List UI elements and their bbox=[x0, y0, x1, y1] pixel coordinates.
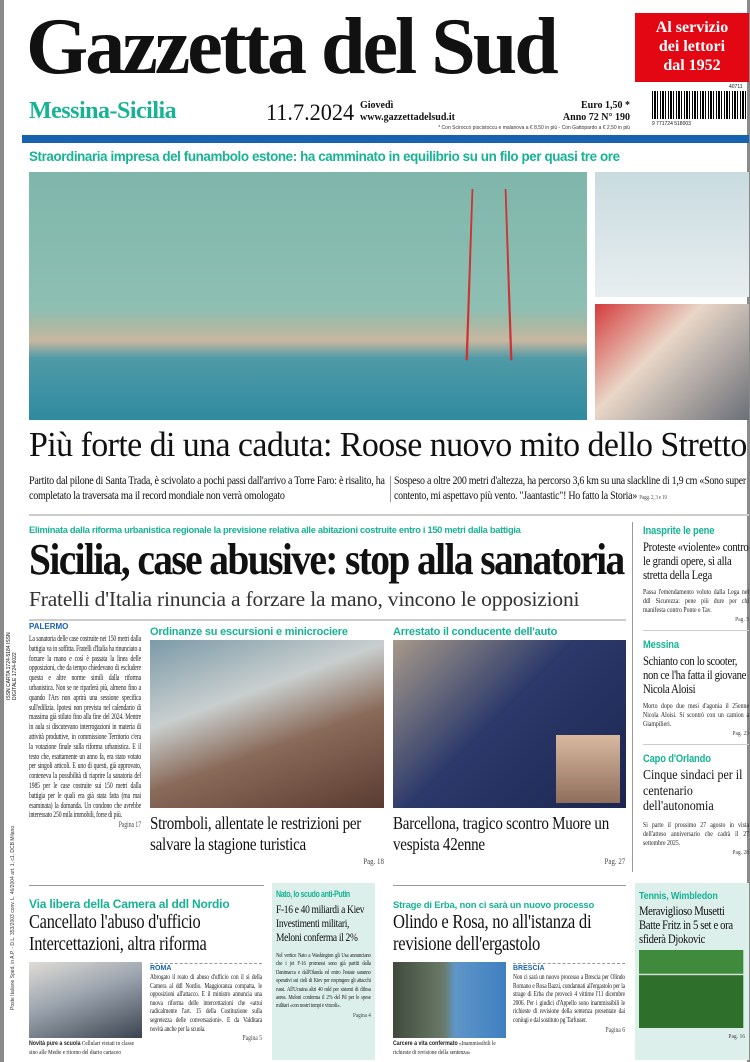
nordio-body: Abrogato il reato di abuso d'ufficio con il sì della Camera al ddl Nordio. Maggioranza compatta, le opposizioni all'attacco. E il ministro annuncia una nuova riforma delle intercettazioni che «attui radicalmente l'art. 15 della Costituzione sulla segretezza delle conversazioni». E da Valditara novità anche per la scuola. bbox=[150, 974, 262, 1033]
nato-box[interactable] bbox=[272, 883, 375, 1060]
olindo-rosa-photo bbox=[393, 962, 506, 1038]
tennis-content bbox=[639, 890, 745, 1041]
divider bbox=[29, 619, 626, 621]
victim-portrait bbox=[556, 735, 620, 803]
phones-photo bbox=[29, 962, 142, 1038]
second-headline: Sicilia, case abusive: stop alla sanatoria bbox=[29, 535, 624, 584]
erba-caption-bold: Carcere a vita confermato bbox=[393, 1040, 458, 1047]
sidebar-headline: Cinque sindaci per il centenario dell'autonomia bbox=[643, 768, 743, 814]
sidebar-headline: Schianto con lo scooter, non ce l'ha fatta il giovane Nicola Aloisi bbox=[643, 654, 747, 696]
divider bbox=[393, 885, 626, 886]
second-story-text bbox=[29, 634, 141, 830]
second-body: La sanatoria delle case costruite nei 150 metri dalla battigia va in soffitta. Fratelli d'Italia ha rinunciato a forzare la mano e così è passata la linea delle opposizioni, che da tempo chiedevano di escludere questa e altre norme simili dalla riforma urbanistica. Non se ne riparlerà più, almeno fino a quando l'Ars non aprirà una sessione specifica sull'edilizia. Ipotesi non prevista nel calendario di massima già stilato fino alla fine del 2024. Mentre in aula si discutevano interrogazioni in materia di attività produttive, in commissione Territorio c'era la votazione finale sulla riforma urbanistica. E il testo che, esattamente un anno fa, era stato votato per singoli articoli. E uno di questi, già approvato, conteneva la possibilità di riaprire la sanatoria del 1985 per le case costruite sui 150 metri dalla battigia per le quali era già stata fatta (ma mai esaminata) la domanda. Un condono che avrebbe interessato 250 mila immobili, forse di più. bbox=[29, 634, 141, 820]
erba-headline: Olindo e Rosa, no all'istanza di revisione dell'ergastolo bbox=[393, 912, 592, 955]
walker-portrait-photo bbox=[595, 304, 749, 420]
header-blue-bar bbox=[22, 135, 749, 143]
nordio-caption-text: Cellulari vietati in classe sino alle Medie e ritorno del diario cartaceo bbox=[29, 1040, 135, 1056]
masthead-title: Gazzetta del Sud bbox=[26, 3, 556, 91]
erba-body: Non ci sarà un nuovo processo a Brescia per Olindo Romano e Rosa Bazzi, condannati all'ergastolo per la strage di Erba che provocò 4 vittime l'11 dicembre 2006. Per i giudici d'Appello sono inammissibili le richieste di revisione della sentenza presentate dai coniugi e dal sostituto pg Tarfusser. bbox=[513, 974, 625, 1024]
edition-label: Messina-Sicilia bbox=[29, 98, 177, 124]
erba-kicker: Strage di Erba, non ci sarà un nuovo processo bbox=[393, 900, 595, 911]
sidebar-item[interactable] bbox=[643, 525, 749, 630]
nordio-caption bbox=[29, 1040, 142, 1057]
erba-text bbox=[513, 974, 625, 1035]
nordio-headline: Cancellato l'abuso d'ufficio Intercettazioni, altra riforma bbox=[29, 912, 207, 955]
stromboli-headline: Stromboli, allentate le restrizioni per salvare la stagione turistica bbox=[150, 813, 362, 854]
lead-text-right-body: Sospeso a oltre 200 metri d'altezza, ha percorso 3,6 km su una slackline di 1,9 cm «Sono super contento, mi aspettavo più vento. "Jaantastic"! Ho fatto la Storia» bbox=[394, 475, 746, 502]
tennis-headline: Meraviglioso Musetti Batte Fritz in 5 set e ora sfiderà Djokovic bbox=[639, 904, 733, 946]
tightrope-photo bbox=[29, 172, 587, 420]
sidebar-item[interactable] bbox=[643, 753, 749, 857]
sidebar-kicker: Capo d'Orlando bbox=[643, 753, 711, 765]
lead-kicker: Straordinaria impresa del funambolo estone: ha camminato in equilibrio su un filo per quasi tre ore bbox=[29, 149, 620, 164]
erba-caption-text: «Inammissibili le richieste di revisione della sentenza» bbox=[393, 1040, 496, 1056]
barcellona-kicker: Arrestato il conducente dell'auto bbox=[393, 626, 558, 638]
weekday: Giovedì bbox=[360, 100, 394, 111]
nato-body: Nel vertice Nato a Washington gli Usa annunciano che i jet F-16 promessi sono già partiti dalla Danimarca e dall'Olanda ed entro l'estate saranno operativi sui cieli di Kiev per respingere gli attacchi russi. All'Ucraina altri 40 mld per sistemi di difesa aerea. Meloni conferma il 2% del Pil per le spese militari «con nostri tempi e vincoli». bbox=[276, 953, 371, 1010]
lead-headline: Più forte di una caduta: Roose nuovo mito dello Stretto bbox=[29, 425, 747, 464]
tennis-page: Pag. 16 bbox=[728, 1033, 746, 1040]
sidebar-page: Pag. 23 bbox=[732, 730, 750, 737]
sidebar-text: Morto dopo due mesi d'agonia il 25enne Nicola Aloisi. Si scontrò con un camion a Giampilieri. bbox=[643, 703, 750, 728]
barcellona-page: Pag. 27 bbox=[604, 857, 626, 866]
website-link[interactable]: www.gazzettadelsud.it bbox=[360, 112, 455, 123]
price-footnote: * Con Scirocco piscistoccu e malanova a € 8,50 in più - Con Gattopardo a € 2,50 in più bbox=[438, 125, 630, 131]
nato-page: Pagina 4 bbox=[352, 1011, 371, 1019]
divider bbox=[29, 514, 749, 516]
nordio-page: Pagina 5 bbox=[242, 1034, 262, 1043]
sidebar-headline: Proteste «violente» contro le grandi opere, sì alla stretta della Lega bbox=[643, 540, 749, 582]
barcellona-headline: Barcellona, tragico scontro Muore un vespista 42enne bbox=[393, 813, 609, 854]
sidebar-page: Pag. 5 bbox=[735, 616, 750, 623]
erba-caption bbox=[393, 1040, 506, 1057]
second-place: PALERMO bbox=[29, 622, 69, 631]
sidebar-kicker: Inasprite le pene bbox=[643, 525, 715, 537]
second-page: Pagina 17 bbox=[118, 820, 141, 830]
erba-place: BRESCIA bbox=[513, 963, 625, 973]
issue-date: 11.7.2024 bbox=[266, 100, 355, 125]
sidebar-text: Passa l'emendamento voluto dalla Lega nel ddl Sicurezza: pene più dure per chi manifesta contro Ponte e Tav. bbox=[643, 589, 750, 614]
sidebar-page: Pag. 28 bbox=[732, 848, 750, 856]
barcode-code: 40711 bbox=[729, 84, 743, 90]
tennis-kicker: Tennis, Wimbledon bbox=[639, 890, 718, 902]
divider bbox=[29, 885, 264, 886]
stromboli-page: Pag. 18 bbox=[363, 857, 384, 866]
stromboli-kicker: Ordinanze su escursioni e minicrociere bbox=[150, 626, 348, 638]
erba-page: Pagina 6 bbox=[605, 1025, 625, 1034]
nato-content bbox=[276, 889, 371, 1020]
walker-photo-top bbox=[595, 172, 749, 297]
sidebar-item[interactable] bbox=[643, 639, 749, 744]
stromboli-photo bbox=[150, 640, 384, 808]
nato-kicker: Nato, lo scudo anti-Putin bbox=[276, 889, 350, 899]
second-subhead: Fratelli d'Italia rinuncia a forzare la mano, vincono le opposizioni bbox=[29, 587, 580, 611]
nordio-text bbox=[150, 974, 262, 1043]
lead-pages: Pagg. 2, 3 e 19 bbox=[639, 495, 667, 501]
sidebar bbox=[643, 525, 749, 857]
barcellona-text bbox=[393, 813, 625, 867]
masthead-badge: Al servizio dei lettori dal 1952 bbox=[635, 13, 749, 82]
issn-text: ISSN CARTA 1724-5184 ISSN DIGITALE 1724-6022 bbox=[6, 632, 18, 700]
accident-photo bbox=[393, 640, 626, 808]
postal-text: Poste Italiane Sped. in A.P. - D.L. 353/2003 conv. L. 46/2004 art. 1, c1, DCB Milano bbox=[10, 825, 16, 1010]
sidebar-divider bbox=[632, 522, 633, 872]
barcode-number: 9 771724 518003 bbox=[652, 121, 691, 127]
divider bbox=[643, 630, 749, 631]
nordio-kicker: Via libera della Camera al ddl Nordio bbox=[29, 897, 230, 911]
lead-text-right bbox=[394, 474, 746, 506]
sidebar-text: Si parte il prossimo 27 agosto in vista dell'atteso anniversario che cadrà il 27 settembre 2025. bbox=[643, 821, 750, 847]
stromboli-text bbox=[150, 813, 384, 867]
nato-headline: F-16 e 40 miliardi a Kiev Investimenti militari, Meloni conferma il 2% bbox=[276, 902, 365, 944]
barcode bbox=[652, 91, 747, 119]
musetti-photo bbox=[639, 950, 743, 1028]
nordio-place: ROMA bbox=[150, 963, 262, 973]
sidebar-kicker: Messina bbox=[643, 639, 679, 651]
divider bbox=[643, 744, 749, 745]
lead-text-left: Partito dal pilone di Santa Trada, è scivolato a pochi passi dall'arrivo a Torre Faro: è risalito, ha completato la traversata ma il record mondiale non verrà omologato bbox=[29, 475, 385, 502]
issue-number: Anno 72 N° 190 bbox=[562, 112, 630, 123]
second-kicker: Eliminata dalla riforma urbanistica regionale la previsione relativa alle abitazioni costruite entro i 150 metri dalla battigia bbox=[29, 525, 521, 535]
column-divider bbox=[390, 476, 391, 502]
nordio-caption-bold: Novità pure a scuola bbox=[29, 1040, 81, 1047]
tennis-box[interactable] bbox=[635, 883, 749, 1060]
price: Euro 1,50 * bbox=[581, 100, 630, 111]
